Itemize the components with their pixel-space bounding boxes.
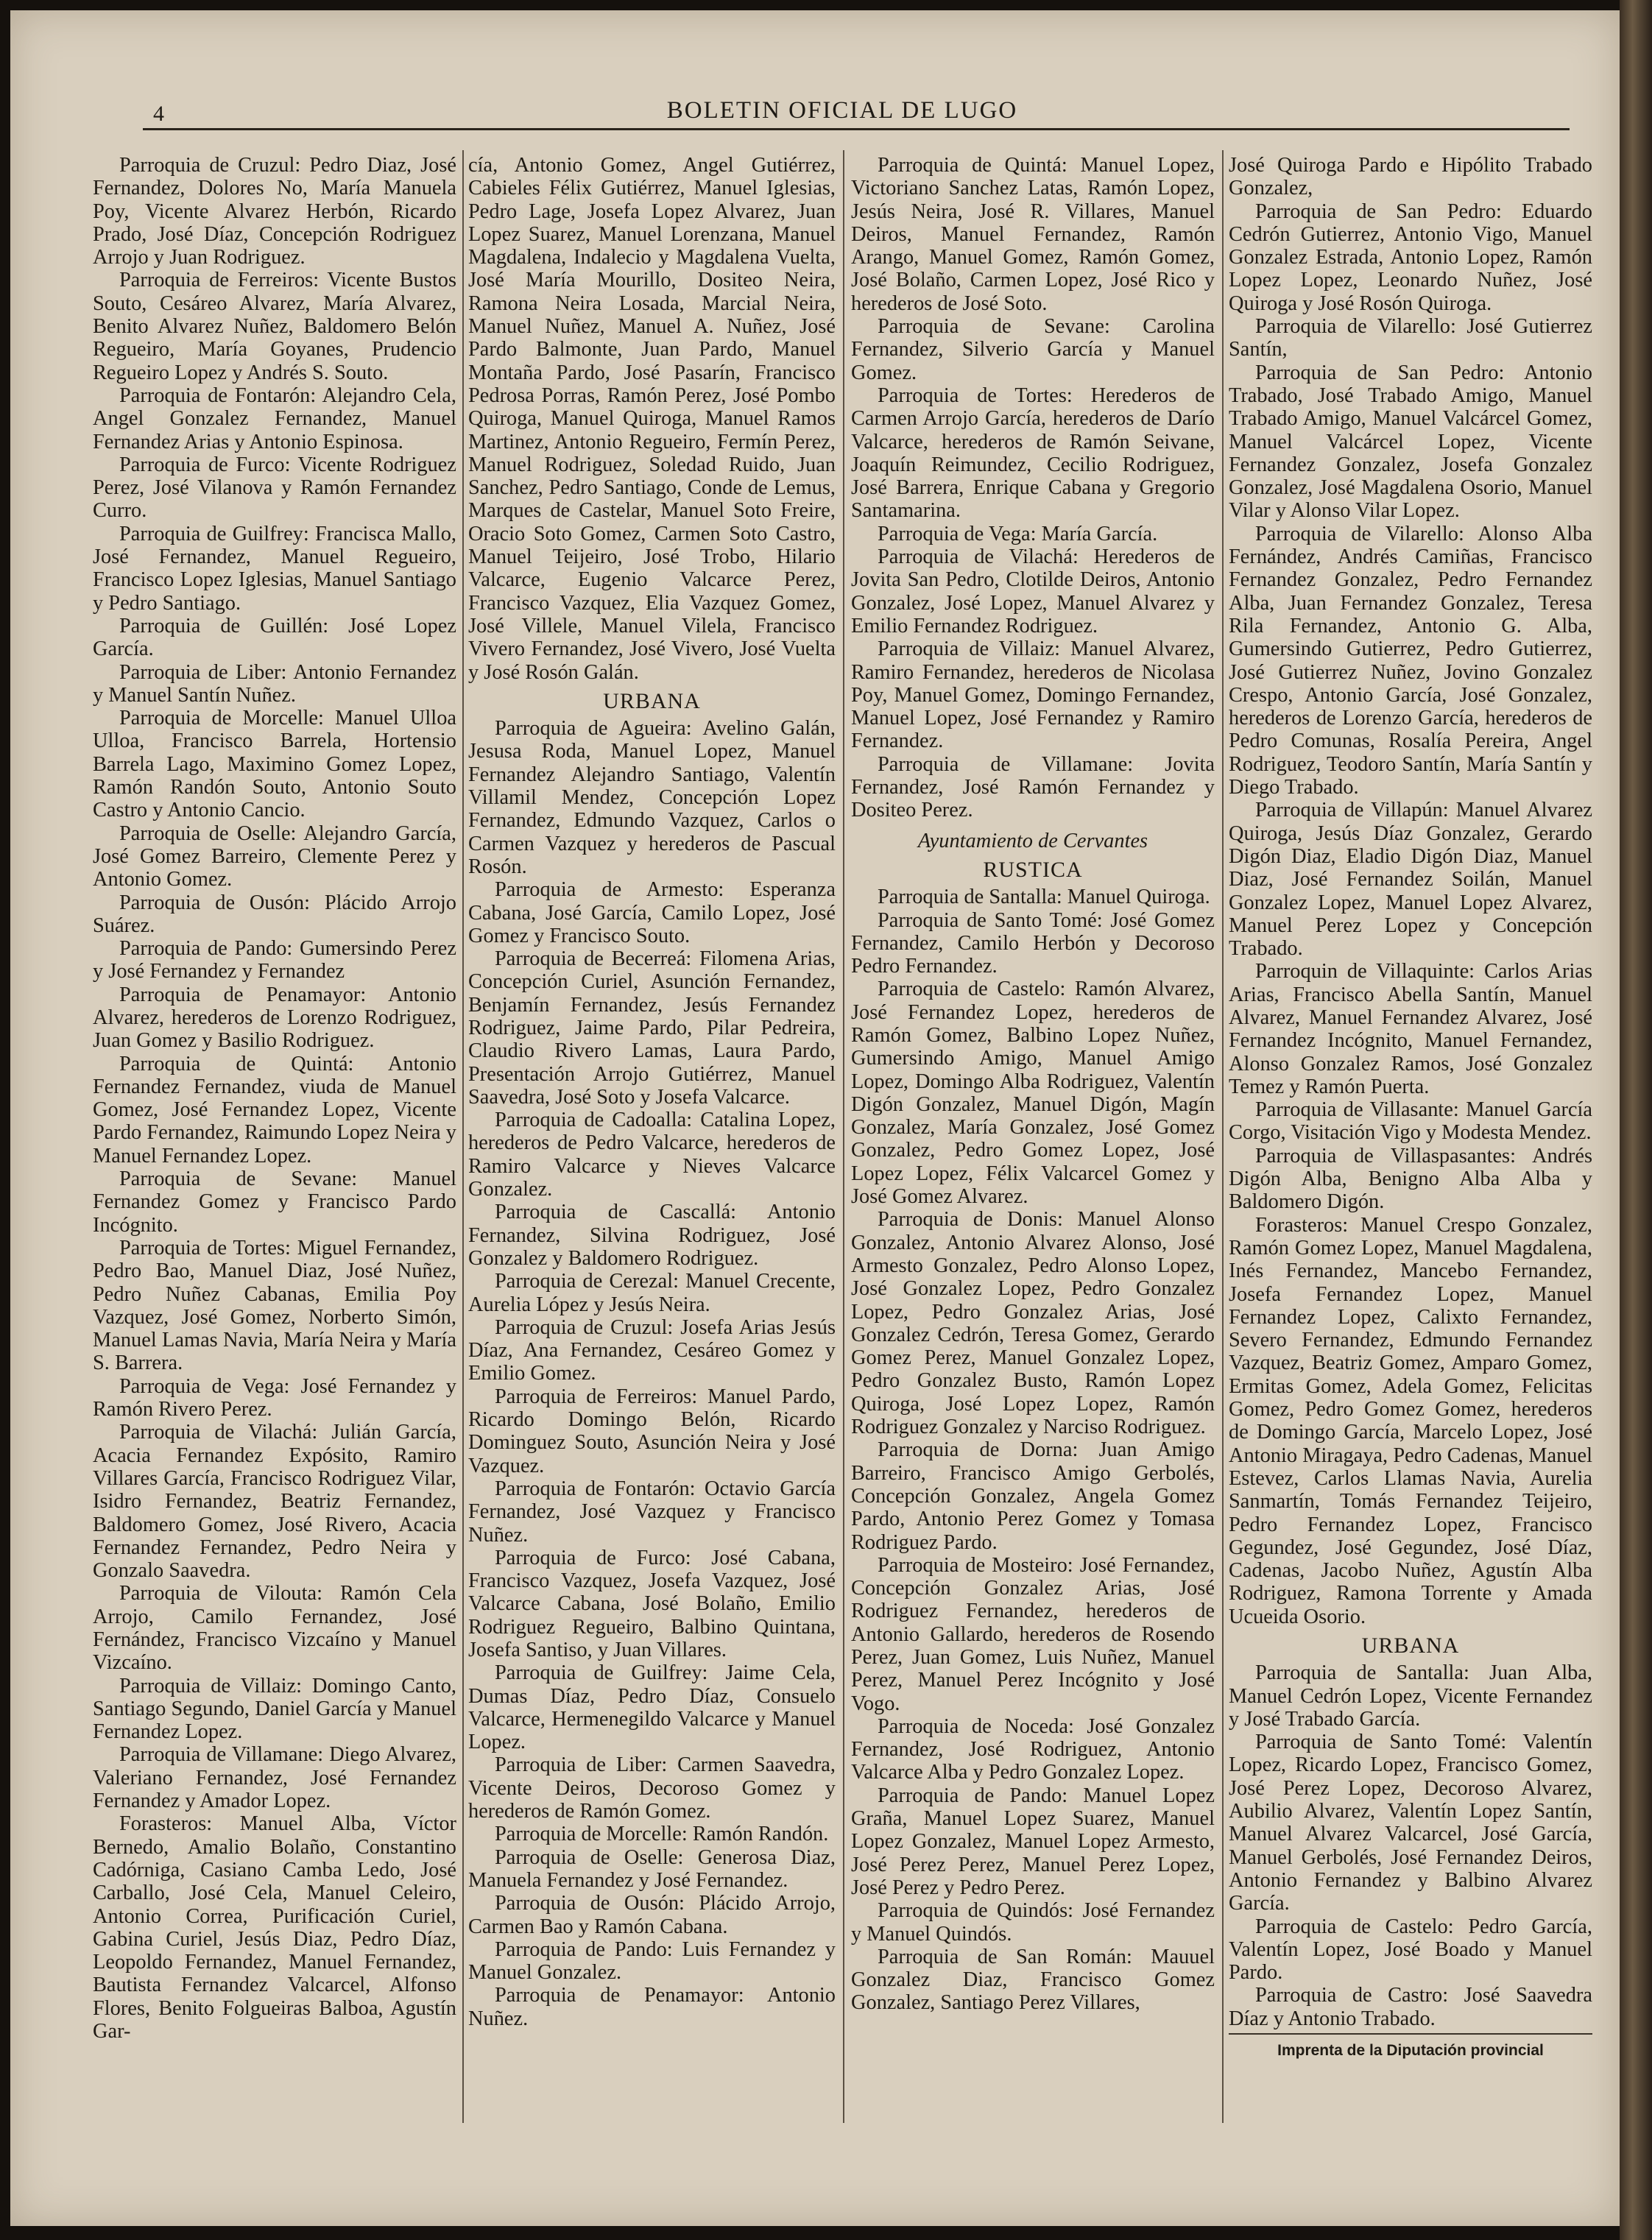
text-column-4	[1229, 154, 1592, 2156]
parish-paragraph: Parroquia de Agueira: Avelino Galán, Jesusa Roda, Manuel Lopez, Manuel Fernandez Alejandro Santiago, Valentín Villamil Mendez, Concepción Lopez Fernandez, Edmundo Vazquez, Carlos o Carmen Vazquez y herederos de Pascual Rosón.	[468, 717, 836, 878]
parish-paragraph: Parroquia de Penamayor: Antonio Nuñez.	[468, 1984, 836, 2030]
ayuntamiento-heading: Ayuntamiento de Cervantes	[917, 829, 1148, 852]
parish-paragraph: Parroquia de Vilouta: Ramón Cela Arrojo, Camilo Fernandez, José Fernández, Francisco Vizcaíno y Manuel Vizcaíno.	[93, 1582, 456, 1675]
newspaper-page	[10, 10, 1620, 2226]
parish-paragraph: Parroquia de Oselle: Alejandro García, José Gomez Barreiro, Clemente Perez y Antonio Gomez.	[93, 822, 456, 891]
parish-paragraph: Parroquia de Cerezal: Manuel Crecente, Aurelia López y Jesús Neira.	[468, 1270, 836, 1316]
parish-paragraph: Parroquia de Furco: José Cabana, Francisco Vazquez, Josefa Vazquez, José Valcarce Cabana, José Bolaño, Emilio Rodriguez Regueiro, Balbino Quintana, Josefa Santiso, y Juan Villares.	[468, 1546, 836, 1661]
parish-paragraph: Parroquia de San Pedro: Eduardo Cedrón Gutierrez, Antonio Vigo, Manuel Gonzalez Estrada, Antonio Lopez, Ramón Lopez Lopez, Leonardo Nuñez, José Quiroga y José Rosón Quiroga.	[1229, 199, 1592, 315]
parish-paragraph: Parroquia de Quintá: Manuel Lopez, Victoriano Sanchez Latas, Ramón Lopez, Jesús Neira, José R. Villares, Manuel Deiros, Manuel Fernandez, Ramón Arango, Manuel Gomez, Ramón Gomez, José Bolaño, Carmen Lopez, José Rico y herederos de José Soto.	[851, 154, 1215, 315]
parish-paragraph: Parroquia de Furco: Vicente Rodriguez Perez, José Vilanova y Ramón Fernandez Curro.	[93, 453, 456, 523]
header-rule	[143, 128, 1570, 130]
parish-paragraph: Forasteros: Manuel Crespo Gonzalez, Ramón Gomez Lopez, Manuel Magdalena, Inés Fernandez, Mancebo Fernandez, Josefa Fernandez Lopez, Manuel Fernandez Lopez, Calixto Fernandez, Severo Fernandez, Edmundo Fernandez Vazquez, Beatriz Gomez, Amparo Gomez, Ermitas Gomez, Adela Gomez, Felicitas Gomez, Pedro Gomez Gomez, herederos de Domingo García, Marcelo Lopez, José Antonio Miragaya, Pedro Cadenas, Manuel Estevez, Carlos Llamas Navia, Aurelia Sanmartín, Tomás Fernandez Teijeiro, Pedro Fernandez Lopez, Francisco Gegundez, José Gegundez, José Díaz, Cadenas, Jacobo Nuñez, Agustín Alba Rodriguez, Ramona Torrente y Amada Ucueida Osorio.	[1229, 1213, 1592, 1628]
parish-paragraph: Parroquia de Pando: Manuel Lopez Graña, Manuel Lopez Suarez, Manuel Lopez Gonzalez, Manuel Lopez Armesto, José Perez Perez, Manuel Perez Lopez, José Perez y Pedro Perez.	[851, 1784, 1215, 1899]
parish-paragraph: Parroquia de Ousón: Plácido Arrojo Suárez.	[93, 891, 456, 937]
parish-paragraph: Parroquia de Liber: Carmen Saavedra, Vicente Deiros, Decoroso Gomez y herederos de Ramón Gomez.	[468, 1753, 836, 1823]
parish-paragraph: Parroquia de Pando: Gumersindo Perez y José Fernandez y Fernandez	[93, 937, 456, 983]
parish-paragraph: Parroquia de Santo Tomé: Valentín Lopez, Ricardo Lopez, Francisco Gomez, José Perez Lopez, Decoroso Alvarez, Aubilio Alvarez, Valentín Lopez Santín, Manuel Alvarez Valcarcel, José García, Manuel Gerbolés, José Fernandez Deiros, Antonio Fernandez y Balbino Alvarez García.	[1229, 1731, 1592, 1915]
book-spine	[1620, 0, 1652, 2240]
parish-paragraph: Parroquia de Noceda: José Gonzalez Fernandez, José Rodriguez, Antonio Valcarce Alba y Pedro Gonzalez Lopez.	[851, 1714, 1215, 1784]
column-rule	[1222, 150, 1224, 2123]
paragraph-continuation: José Quiroga Pardo e Hipólito Trabado Gonzalez,	[1229, 154, 1592, 200]
printer-imprint: Imprenta de la Diputación provincial	[1229, 2033, 1592, 2062]
column-rule	[462, 150, 464, 2123]
parish-paragraph: Parroquia de Villasante: Manuel García Corgo, Visitación Vigo y Modesta Mendez.	[1229, 1098, 1592, 1145]
parish-paragraph: Parroquia de Santalla: Manuel Quiroga.	[878, 886, 1210, 909]
parish-paragraph: Parroquia de Vilachá: Julián García, Acacia Fernandez Expósito, Ramiro Villares García, Francisco Rodriguez Vilar, Isidro Fernandez, Beatriz Fernandez, Baldomero Gomez, José Rivero, Acacia Fernandez Fernandez, Pedro Neira y Gonzalo Saavedra.	[93, 1421, 456, 1583]
parish-paragraph: Parroquia de Sevane: Carolina Fernandez, Silverio García y Manuel Gomez.	[851, 315, 1215, 384]
parish-paragraph: Parroquia de Ferreiros: Manuel Pardo, Ricardo Domingo Belón, Ricardo Dominguez Souto, Asunción Neira y José Vazquez.	[468, 1385, 836, 1477]
section-heading: RUSTICA	[983, 857, 1083, 882]
parish-paragraph: Parroquia de Villaspasantes: Andrés Digón Alba, Benigno Alba Alba y Baldomero Digón.	[1229, 1144, 1592, 1214]
parish-paragraph: Parroquia de Villaiz: Domingo Canto, Santiago Segundo, Daniel García y Manuel Fernandez Lopez.	[93, 1674, 456, 1744]
text-column-2	[468, 154, 836, 2156]
parish-paragraph: Parroquia de Oselle: Generosa Diaz, Manuela Fernandez y José Fernandez.	[468, 1845, 836, 1892]
parish-paragraph: Parroquia de Quintá: Antonio Fernandez Fernandez, viuda de Manuel Gomez, José Fernandez Lopez, Vicente Pardo Fernandez, Raimundo Lopez Neira y Manuel Fernandez Lopez.	[93, 1052, 456, 1167]
parish-paragraph: Parroquia de Ousón: Plácido Arrojo, Carmen Bao y Ramón Cabana.	[468, 1892, 836, 1938]
parish-paragraph: Parroquia de Santalla: Juan Alba, Manuel Cedrón Lopez, Vicente Fernandez y José Trabado García.	[1229, 1661, 1592, 1731]
parish-paragraph: Parroquia de Guillén: José Lopez García.	[93, 614, 456, 661]
parish-paragraph: Parroquia de Cadoalla: Catalina Lopez, herederos de Pedro Valcarce, herederos de Ramiro Valcarce y Nieves Valcarce Gonzalez.	[468, 1109, 836, 1201]
parish-paragraph: Parroquia de Santo Tomé: José Gomez Fernandez, Camilo Herbón y Decoroso Pedro Fernandez.	[851, 908, 1215, 978]
parish-paragraph: Parroquia de Castelo: Pedro García, Valentín Lopez, José Boado y Manuel Pardo.	[1229, 1915, 1592, 1985]
page-number: 4	[153, 102, 164, 126]
column-rule	[843, 150, 844, 2123]
parish-paragraph: Parroquia de Fontarón: Octavio García Fernandez, José Vazquez y Francisco Nuñez.	[468, 1477, 836, 1547]
text-column-1	[93, 154, 456, 2156]
parish-paragraph: Parroquia de Vega: José Fernandez y Ramón Rivero Perez.	[93, 1374, 456, 1421]
parish-paragraph: Parroquia de San Pedro: Antonio Trabado, José Trabado Amigo, Manuel Trabado Amigo, Manuel Valcárcel Gomez, Manuel Valcárcel Lopez, Vicente Fernandez Gonzalez, Josefa Gonzalez Gonzalez, José Magdalena Osorio, Manuel Vilar y Alonso Vilar Lopez.	[1229, 361, 1592, 523]
section-heading: URBANA	[603, 688, 701, 713]
parish-paragraph: Forasteros: Manuel Alba, Víctor Bernedo, Amalio Bolaño, Constantino Cadórniga, Casiano Camba Ledo, José Carballo, José Cela, Manuel Celeiro, Antonio Correa, Purificación Curiel, Gabina Curiel, Jesús Diaz, Pedro Díaz, Leopoldo Fernandez, Manuel Fernandez, Bautista Fernandez Valcarcel, Alfonso Flores, Benito Folgueiras Balboa, Agustín Gar-	[93, 1812, 456, 2043]
parish-paragraph: Parroquia de Castelo: Ramón Alvarez, José Fernandez Lopez, herederos de Ramón Gomez, Balbino Lopez Nuñez, Gumersindo Amigo, Manuel Amigo Lopez, Domingo Alba Rodriguez, Valentín Digón Gonzalez, Manuel Digón, Magín Gonzalez, María Gonzalez, José Gomez Gonzalez, Pedro Gomez Lopez, José Lopez Lopez, Félix Valcarcel Gomez y José Gomez Alvarez.	[851, 978, 1215, 1209]
parish-paragraph: Parroquia de Cruzul: Josefa Arias Jesús Díaz, Ana Fernandez, Cesáreo Gomez y Emilio Gomez.	[468, 1315, 836, 1385]
parish-paragraph: Parroquin de Villaquinte: Carlos Arias Arias, Francisco Abella Santín, Manuel Alvarez, Manuel Fernandez Alvarez, José Fernandez Incógnito, Manuel Fernandez, Alonso Gonzalez Ramos, José Gonzalez Temez y Ramón Puerta.	[1229, 960, 1592, 1098]
parish-paragraph: Parroquia de Villamane: Jovita Fernandez, José Ramón Fernandez y Dositeo Perez.	[851, 752, 1215, 822]
parish-paragraph: Parroquia de Quindós: José Fernandez y Manuel Quindós.	[851, 1899, 1215, 1946]
running-head-title: BOLETIN OFICIAL DE LUGO	[666, 97, 1018, 124]
parish-paragraph: Parroquia de Vilarello: José Gutierrez Santín,	[1229, 315, 1592, 361]
parish-paragraph: Parroquia de Cruzul: Pedro Diaz, José Fernandez, Dolores No, María Manuela Poy, Vicente Alvarez Herbón, Ricardo Prado, José Díaz, Concepción Rodriguez Arrojo y Juan Rodriguez.	[93, 154, 456, 269]
page-header	[143, 97, 1542, 130]
parish-paragraph: Parroquia de Vilachá: Herederos de Jovita San Pedro, Clotilde Deiros, Antonio Gonzalez, José Lopez, Manuel Alvarez y Emilio Fernandez Rodriguez.	[851, 545, 1215, 637]
parish-paragraph: Parroquia de Ferreiros: Vicente Bustos Souto, Cesáreo Alvarez, María Alvarez, Benito Alvarez Nuñez, Baldomero Belón Regueiro, María Goyanes, Prudencio Regueiro Lopez y Andrés S. Souto.	[93, 269, 456, 384]
parish-paragraph: Parroquia de Tortes: Miguel Fernandez, Pedro Bao, Manuel Diaz, José Nuñez, Pedro Nuñez Cabanas, Emilia Poy Vazquez, José Gomez, Norberto Simón, Manuel Lamas Navia, María Neira y María S. Barrera.	[93, 1236, 456, 1375]
parish-paragraph: Parroquia de Vega: María García.	[878, 522, 1158, 545]
parish-paragraph: Parroquia de Castro: José Saavedra Díaz y Antonio Trabado.	[1229, 1984, 1592, 2030]
parish-paragraph: Parroquia de Villamane: Diego Alvarez, Valeriano Fernandez, José Fernandez Fernandez y Amador Lopez.	[93, 1743, 456, 1813]
parish-paragraph: Parroquia de Dorna: Juan Amigo Barreiro, Francisco Amigo Gerbolés, Concepción Gonzalez, Angela Gomez Pardo, Antonio Perez Gomez y Tomasa Rodriguez Pardo.	[851, 1438, 1215, 1554]
parish-paragraph: Parroquia de Becerreá: Filomena Arias, Concepción Curiel, Asunción Fernandez, Benjamín Fernandez, Jesús Fernandez Rodriguez, Jaime Pardo, Pilar Pedreira, Claudio Rivero Lamas, Laura Pardo, Presentación Arrojo Gutiérrez, Manuel Saavedra, José Soto y Josefa Valcarce.	[468, 947, 836, 1109]
section-heading: URBANA	[1361, 1633, 1460, 1658]
parish-paragraph: Parroquia de Mosteiro: José Fernandez, Concepción Gonzalez Arias, José Rodriguez Fernandez, herederos de Antonio Gallardo, herederos de Rosendo Perez, Juan Gomez, Luis Nuñez, Manuel Perez, Manuel Perez Incógnito y José Vogo.	[851, 1553, 1215, 1715]
parish-paragraph: Parroquia de Donis: Manuel Alonso Gonzalez, Antonio Alvarez Alonso, José Armesto Gonzalez, Pedro Alonso Lopez, José Gonzalez Lopez, Pedro Gonzalez Lopez, Pedro Gonzalez Arias, José Gonzalez Cedrón, Teresa Gomez, Gerardo Gomez Perez, Manuel Gonzalez Lopez, Pedro Gonzalez Busto, Ramón Lopez Quiroga, José Lopez Lopez, Ramón Rodriguez Gonzalez y Narciso Rodriguez.	[851, 1208, 1215, 1439]
parish-paragraph: Parroquia de Villaiz: Manuel Alvarez, Ramiro Fernandez, herederos de Nicolasa Poy, Manuel Gomez, Domingo Fernandez, Manuel Lopez, José Fernandez y Ramiro Fernandez.	[851, 637, 1215, 753]
parish-paragraph: Parroquia de Guilfrey: Francisca Mallo, José Fernandez, Manuel Regueiro, Francisco Lopez Iglesias, Manuel Santiago y Pedro Santiago.	[93, 522, 456, 615]
parish-paragraph: Parroquia de Cascallá: Antonio Fernandez, Silvina Rodriguez, José Gonzalez y Baldomero Rodriguez.	[468, 1201, 836, 1270]
parish-paragraph: Parroquia de Liber: Antonio Fernandez y Manuel Santín Nuñez.	[93, 660, 456, 707]
parish-paragraph: Parroquia de San Román: Mauuel Gonzalez Diaz, Francisco Gomez Gonzalez, Santiago Perez Villares,	[851, 1945, 1215, 2015]
parish-paragraph: Parroquia de Villapún: Manuel Alvarez Quiroga, Jesús Díaz Gonzalez, Gerardo Digón Diaz, Eladio Digón Diaz, Manuel Diaz, José Fernandez Soilán, Manuel Gonzalez Lopez, Manuel Lopez Alvarez, Manuel Perez Lopez y Concepción Trabado.	[1229, 799, 1592, 961]
parish-paragraph: Parroquia de Penamayor: Antonio Alvarez, herederos de Lorenzo Rodriguez, Juan Gomez y Basilio Rodriguez.	[93, 983, 456, 1053]
text-column-3	[851, 154, 1215, 2156]
parish-paragraph: Parroquia de Vilarello: Alonso Alba Fernández, Andrés Camiñas, Francisco Fernandez Gonzalez, Pedro Fernandez Alba, Juan Fernandez Gonzalez, Teresa Rila Fernandez, Antonio G. Alba, Gumersindo Gutierrez, Pedro Gutierrez, José Gutierrez Nuñez, Jovino Gonzalez Crespo, Antonio García, José Gonzalez, herederos de Lorenzo García, herederos de Pedro Comunas, Rosalía Pereira, Angel Rodriguez, Teodoro Santín, María Santín y Diego Trabado.	[1229, 522, 1592, 799]
parish-paragraph: Parroquia de Pando: Luis Fernandez y Manuel Gonzalez.	[468, 1937, 836, 1985]
paragraph-continuation: cía, Antonio Gomez, Angel Gutiérrez, Cabieles Félix Gutiérrez, Manuel Iglesias, Pedro Lage, Josefa Lopez Alvarez, Juan Lopez Suarez, Manuel Lorenzana, Manuel Magdalena, Indalecio y Magdalena Vuelta, José María Mourillo, Dositeo Neira, Ramona Neira Losada, Marcial Neira, Manuel Nuñez, Manuel A. Nuñez, José Pardo Balmonte, Juan Pardo, Manuel Montaña Pardo, José Pasarín, Francisco Pedrosa Porras, Ramón Perez, José Pombo Quiroga, Manuel Quiroga, Manuel Ramos Martinez, Antonio Regueiro, Fermín Perez, Manuel Rodriguez, Soledad Ruido, Juan Sanchez, Pedro Santiago, Conde de Lemus, Marques de Castelar, Manuel Soto Freire, Oracio Soto Gomez, Carmen Soto Castro, Manuel Teijeiro, José Trobo, Hilario Valcarce, Eugenio Valcarce Perez, Francisco Vazquez, Elia Vazquez Gomez, José Villele, Manuel Vilela, Francisco Vivero Fernandez, José Vivero, José Vuelta y José Rosón Galán.	[468, 154, 836, 684]
parish-paragraph: Parroquia de Fontarón: Alejandro Cela, Angel Gonzalez Fernandez, Manuel Fernandez Arias y Antonio Espinosa.	[93, 384, 456, 453]
parish-paragraph: Parroquia de Morcelle: Ramón Randón.	[495, 1823, 829, 1846]
parish-paragraph: Parroquia de Sevane: Manuel Fernandez Gomez y Francisco Pardo Incógnito.	[93, 1167, 456, 1237]
parish-paragraph: Parroquia de Tortes: Herederos de Carmen Arrojo García, herederos de Darío Valcarce, herederos de Ramón Seivane, Joaquín Reimundez, Cecilio Rodriguez, José Barrera, Enrique Cabana y Gregorio Santamarina.	[851, 384, 1215, 523]
parish-paragraph: Parroquia de Armesto: Esperanza Cabana, José García, Camilo Lopez, José Gomez y Francisco Souto.	[468, 878, 836, 947]
parish-paragraph: Parroquia de Guilfrey: Jaime Cela, Dumas Díaz, Pedro Díaz, Consuelo Valcarce, Hermenegildo Valcarce y Manuel Lopez.	[468, 1661, 836, 1754]
parish-paragraph: Parroquia de Morcelle: Manuel Ulloa Ulloa, Francisco Barrela, Hortensio Barrela Lago, Maximino Gomez Lopez, Ramón Randón Souto, Antonio Souto Castro y Antonio Cancio.	[93, 707, 456, 822]
